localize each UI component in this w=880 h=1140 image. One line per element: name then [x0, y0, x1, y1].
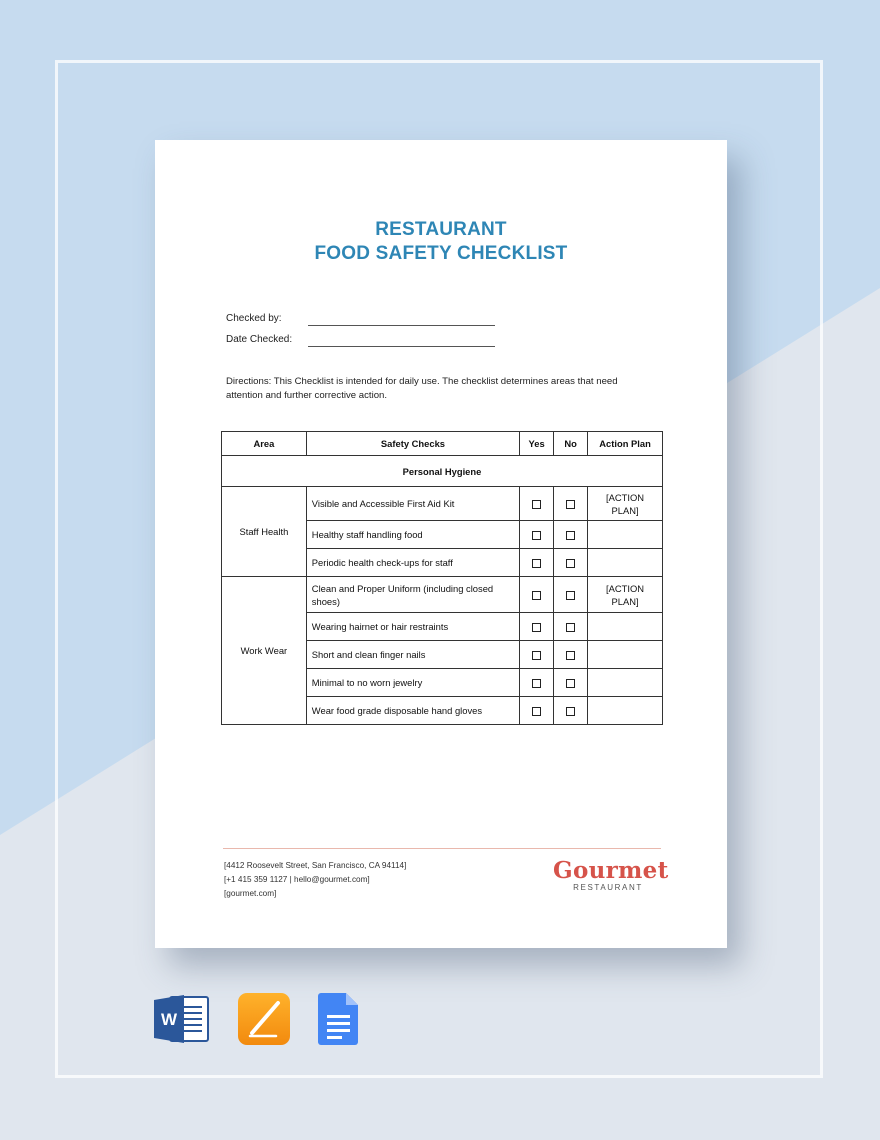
no-checkbox[interactable]: [566, 679, 575, 688]
header-action-plan: Action Plan: [588, 432, 663, 456]
action-plan-cell[interactable]: [588, 641, 663, 669]
check-item: Clean and Proper Uniform (including closed shoes): [306, 577, 519, 613]
action-plan-cell[interactable]: [588, 669, 663, 697]
brand-subtitle: RESTAURANT: [573, 883, 643, 892]
no-checkbox[interactable]: [566, 591, 575, 600]
check-item: Periodic health check-ups for staff: [306, 549, 519, 577]
pages-icon[interactable]: [238, 993, 290, 1045]
yes-checkbox[interactable]: [532, 531, 541, 540]
area-staff-health: Staff Health: [222, 487, 307, 577]
check-item: Wear food grade disposable hand gloves: [306, 697, 519, 725]
yes-checkbox[interactable]: [532, 623, 541, 632]
action-plan-cell[interactable]: [ACTION PLAN]: [588, 577, 663, 613]
date-checked-label: Date Checked:: [226, 334, 293, 345]
action-plan-cell[interactable]: [ACTION PLAN]: [588, 487, 663, 521]
section-row: [222, 456, 663, 487]
area-work-wear: Work Wear: [222, 577, 307, 725]
header-area: Area: [222, 432, 307, 456]
footer-address: [4412 Roosevelt Street, San Francisco, CA 94114]: [224, 861, 407, 870]
title-line-1: RESTAURANT: [375, 219, 507, 240]
checked-by-line[interactable]: [308, 325, 495, 326]
yes-checkbox[interactable]: [532, 591, 541, 600]
check-item: Wearing hairnet or hair restraints: [306, 613, 519, 641]
header-no: No: [554, 432, 588, 456]
directions-text: Directions: This Checklist is intended for daily use. The checklist determines areas that need attention and further corrective action.: [226, 376, 618, 401]
checked-by-label: Checked by:: [226, 313, 282, 324]
yes-checkbox[interactable]: [532, 707, 541, 716]
footer-contact: [+1 415 359 1127 | hello@gourmet.com]: [224, 875, 370, 884]
brand-logo: [553, 857, 669, 892]
yes-checkbox[interactable]: [532, 679, 541, 688]
check-item: Minimal to no worn jewelry: [306, 669, 519, 697]
no-checkbox[interactable]: [566, 500, 575, 509]
google-docs-icon[interactable]: [318, 993, 360, 1045]
title-line-2: FOOD SAFETY CHECKLIST: [314, 243, 568, 264]
table-row: [222, 577, 663, 613]
svg-text:W: W: [160, 1010, 178, 1029]
footer-divider: [223, 848, 661, 849]
no-checkbox[interactable]: [566, 651, 575, 660]
no-checkbox[interactable]: [566, 707, 575, 716]
yes-checkbox[interactable]: [532, 500, 541, 509]
no-checkbox[interactable]: [566, 623, 575, 632]
action-plan-cell[interactable]: [588, 521, 663, 549]
no-checkbox[interactable]: [566, 559, 575, 568]
yes-checkbox[interactable]: [532, 651, 541, 660]
no-checkbox[interactable]: [566, 531, 575, 540]
check-item: Visible and Accessible First Aid Kit: [306, 487, 519, 521]
check-item: Healthy staff handling food: [306, 521, 519, 549]
word-icon[interactable]: [154, 993, 210, 1045]
header-safety-checks: Safety Checks: [306, 432, 519, 456]
brand-name: Gourmet: [553, 857, 669, 884]
action-plan-cell[interactable]: [588, 549, 663, 577]
table-header-row: [222, 432, 663, 456]
document-page: [155, 140, 727, 948]
header-yes: Yes: [520, 432, 554, 456]
checklist-table: [221, 431, 663, 725]
table-row: [222, 487, 663, 521]
action-plan-cell[interactable]: [588, 613, 663, 641]
check-item: Short and clean finger nails: [306, 641, 519, 669]
section-personal-hygiene: Personal Hygiene: [222, 456, 663, 487]
date-checked-line[interactable]: [308, 346, 495, 347]
action-plan-cell[interactable]: [588, 697, 663, 725]
footer-website: [gourmet.com]: [224, 889, 277, 898]
yes-checkbox[interactable]: [532, 559, 541, 568]
